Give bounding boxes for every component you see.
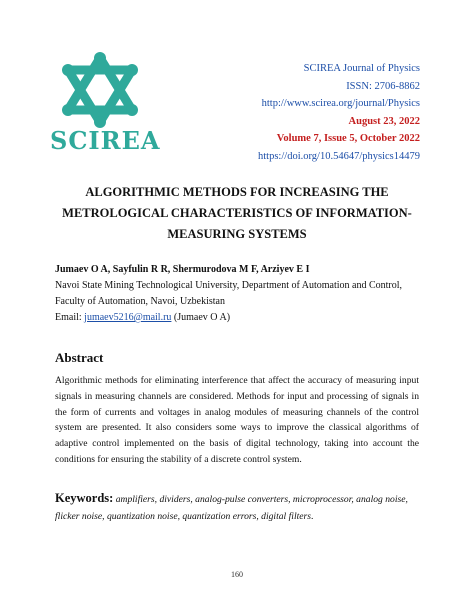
doi-link[interactable]: https://doi.org/10.54647/physics14479	[258, 150, 420, 162]
author-list: Jumaev O A, Sayfulin R R, Shermurodova M F, Arziyev E I	[55, 264, 310, 275]
publication-date: August 23, 2022	[348, 115, 420, 127]
email-link[interactable]: jumaev5216@mail.ru	[84, 312, 172, 323]
abstract-heading: Abstract	[55, 350, 104, 365]
contact-email	[55, 312, 433, 323]
title-line: METROLOGICAL CHARACTERISTICS OF INFORMATION-	[62, 206, 412, 220]
keywords-section	[55, 490, 421, 525]
email-label: Email:	[55, 312, 82, 323]
paper-title	[30, 182, 444, 245]
keywords-text: amplifiers, dividers, analog-pulse converters, microprocessor, analog noise, flicker noise, quantization noise, quantization errors, digital filters	[55, 494, 408, 522]
page-number: 160	[231, 570, 243, 579]
title-line: ALGORITHMIC METHODS FOR INCREASING THE	[85, 185, 389, 199]
journal-name[interactable]: SCIREA Journal of Physics	[303, 63, 420, 74]
keywords-end: .	[311, 511, 314, 522]
star-of-david-emblem-icon	[50, 52, 150, 128]
journal-info	[200, 60, 420, 165]
volume-issue: Volume 7, Issue 5, October 2022	[276, 133, 420, 144]
title-line: MEASURING SYSTEMS	[167, 227, 307, 241]
author-affiliation: Navoi State Mining Technological University, Department of Automation and Control, Faculty of Automation, Navoi, Uzbekistan	[55, 280, 403, 307]
journal-issn: ISSN: 2706-8862	[346, 80, 420, 92]
journal-url-link[interactable]: http://www.scirea.org/journal/Physics	[261, 98, 420, 109]
scirea-logo	[50, 52, 161, 155]
logo-wordmark: SCIREA	[50, 126, 161, 155]
email-owner: (Jumaev O A)	[173, 312, 231, 323]
abstract-text: Algorithmic methods for eliminating interference that affect the accuracy of measuring input signals in measuring channels are considered. Methods for input and processing of signals in the form of currents and voltages in analog modules of measuring channels of the control system are presented. It also considers some ways to improve the classical algorithms of adaptive control implemented on the basis of digital technology, taking into account the conditions for ensuring the stability of a discrete control system.	[55, 375, 419, 465]
keywords-label: Keywords:	[55, 491, 114, 505]
